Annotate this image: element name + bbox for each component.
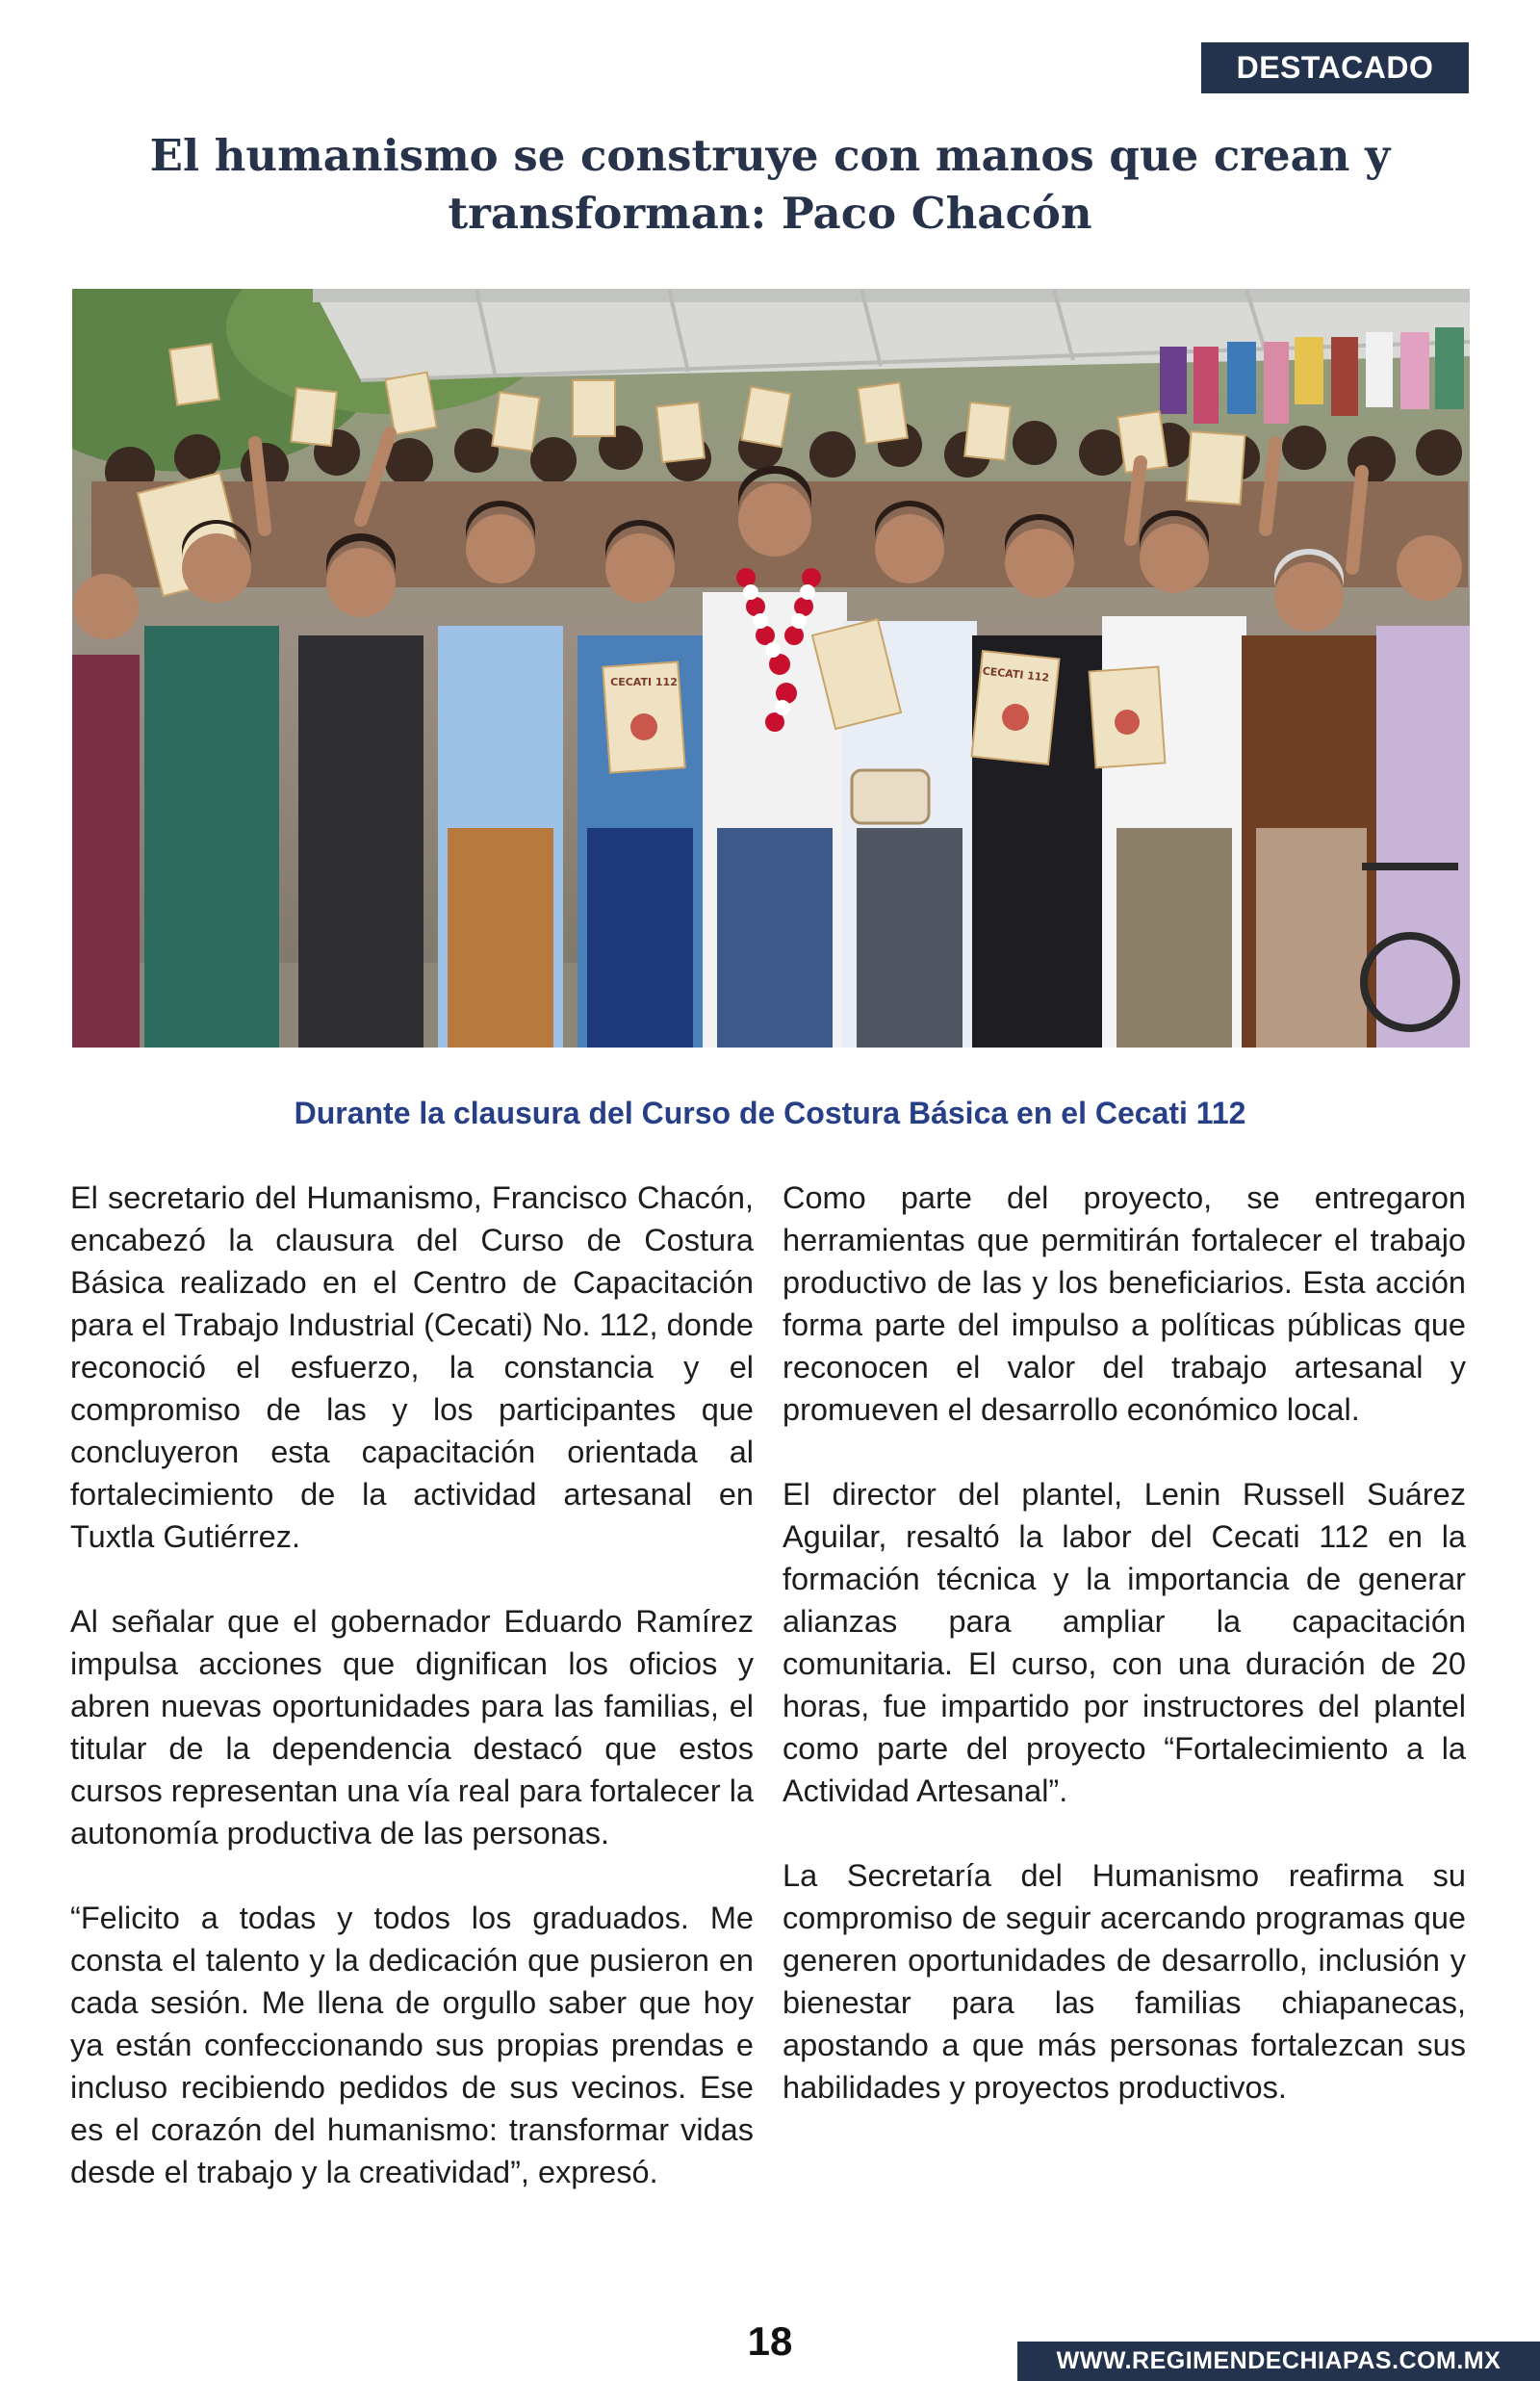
paragraph: Como parte del proyecto, se entregaron herramientas que permitirán fortalecer el trabajo productivo de las y los beneficiarios. Esta acción forma parte del impulso a políticas públicas que reconocen el valor del trabajo artesanal y promueven el desarrollo económico local. xyxy=(783,1180,1466,1427)
article-column-left xyxy=(70,1177,754,2236)
quote-paragraph: “Felicito a todas y todos los graduados. Me consta el talento y la dedicación que pusieron en cada sesión. Me llena de orgullo saber que hoy ya están confeccionando sus propias prendas e incluso recibiendo pedidos de sus vecinos. Ese es el corazón del humanismo: transformar vidas desde el trabajo y la creatividad”, expresó. xyxy=(70,1901,754,2189)
certificate-label: CECATI 112 xyxy=(610,676,678,688)
paragraph: La Secretaría del Humanismo reafirma su compromiso de seguir acercando programas que generen oportunidades de desarrollo, inclusión y bienestar para las familias chiapanecas, apostando a que más personas fortalezcan sus habilidades y proyectos productivos. xyxy=(783,1858,1466,2105)
section-badge: DESTACADO xyxy=(1201,42,1469,93)
paragraph: El secretario del Humanismo, Francisco Chacón, encabezó la clausura del Curso de Costura Básica realizado en el Centro de Capacitación para el Trabajo Industrial (Cecati) No. 112, donde reconoció el esfuerzo, la constancia y el compromiso de las y los participantes que concluyeron esta capacitación orientada al fortalecimiento de la actividad artesanal en Tuxtla Gutiérrez. xyxy=(70,1180,754,1554)
paragraph: El director del plantel, Lenin Russell Suárez Aguilar, resaltó la labor del Cecati 112 en la formación técnica y la importancia de generar alianzas para ampliar la capacitación comunitaria. El curso, con una duración de 20 horas, fue impartido por instructores del plantel como parte del proyecto “Fortalecimiento a la Actividad Artesanal”. xyxy=(783,1477,1466,1808)
article-photo xyxy=(72,289,1470,1048)
certificate-label: CECATI 112 xyxy=(982,664,1050,685)
article-column-right xyxy=(783,1177,1466,2151)
photo-caption: Durante la clausura del Curso de Costura Básica en el Cecati 112 xyxy=(294,1096,1246,1130)
page-number: 18 xyxy=(747,2318,793,2364)
article-title: El humanismo se construye con manos que crean y transforman: Paco Chacón xyxy=(149,130,1391,239)
group-photo-illustration xyxy=(72,289,1470,1048)
paragraph: Al señalar que el gobernador Eduardo Ramírez impulsa acciones que dignifican los oficios y abren nuevas oportunidades para las familias, el titular de la dependencia destacó que estos cursos representan una vía real para fortalecer la autonomía productiva de las personas. xyxy=(70,1604,754,1850)
website-link[interactable]: WWW.REGIMENDECHIAPAS.COM.MX xyxy=(1017,2342,1540,2381)
